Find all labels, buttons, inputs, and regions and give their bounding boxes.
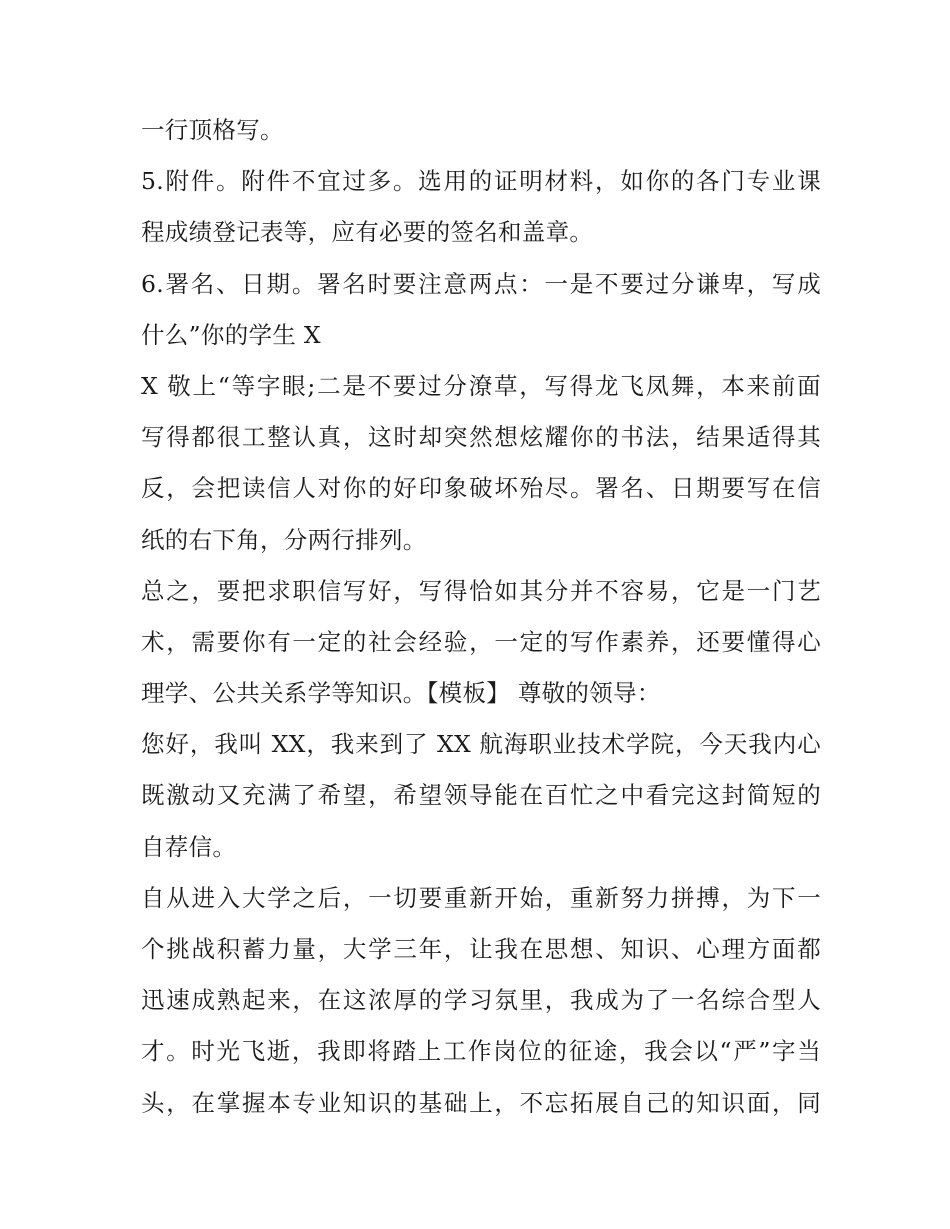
text-line: 写得都很工整认真，这时却突然想炫耀你的书法，结果适得其 xyxy=(141,423,821,452)
document-body xyxy=(141,105,821,1129)
text-line: 程成绩登记表等，应有必要的签名和盖章。 xyxy=(141,218,594,247)
text-line: 自荐信。 xyxy=(141,832,237,861)
text-line: 总之，要把求职信写好，写得恰如其分并不容易，它是一门艺 xyxy=(141,576,821,605)
text-line: 反，会把读信人对你的好印象破坏殆尽。署名、日期要写在信 xyxy=(141,474,821,503)
text-line: 一行顶格写。 xyxy=(141,116,284,144)
text-line: 理学、公共关系学等知识。【模板】 尊敬的领导： xyxy=(141,679,661,708)
text-line: 自从进入大学之后，一切要重新开始，重新努力拼搏，为下一 xyxy=(141,883,821,912)
text-line: 6.署名、日期。署名时要注意两点：一是不要过分谦卑，写成 xyxy=(141,269,821,298)
text-line: 头，在掌握本专业知识的基础上，不忘拓展自己的知识面，同 xyxy=(141,1088,821,1117)
text-line: 您好，我叫 XX，我来到了 XX 航海职业技术学院，今天我内心 xyxy=(141,730,821,759)
text-line: 术，需要你有一定的社会经验，一定的写作素养，还要懂得心 xyxy=(141,627,821,656)
text-line: 什么”你的学生 X xyxy=(141,320,321,349)
text-line: 才。时光飞逝，我即将踏上工作岗位的征途，我会以“严”字当 xyxy=(141,1037,821,1066)
text-line: 迅速成熟起来，在这浓厚的学习氛里，我成为了一名综合型人 xyxy=(141,986,821,1015)
text-line: 既激动又充满了希望，希望领导能在百忙之中看完这封简短的 xyxy=(141,781,821,810)
text-line: 纸的右下角，分两行排列。 xyxy=(141,525,427,554)
text-line: 个挑战积蓄力量，大学三年，让我在思想、知识、心理方面都 xyxy=(141,935,821,963)
text-line: X 敬上“等字眼;二是不要过分潦草，写得龙飞凤舞，本来前面 xyxy=(141,371,821,400)
text-line: 5.附件。附件不宜过多。选用的证明材料，如你的各门专业课 xyxy=(141,167,821,196)
